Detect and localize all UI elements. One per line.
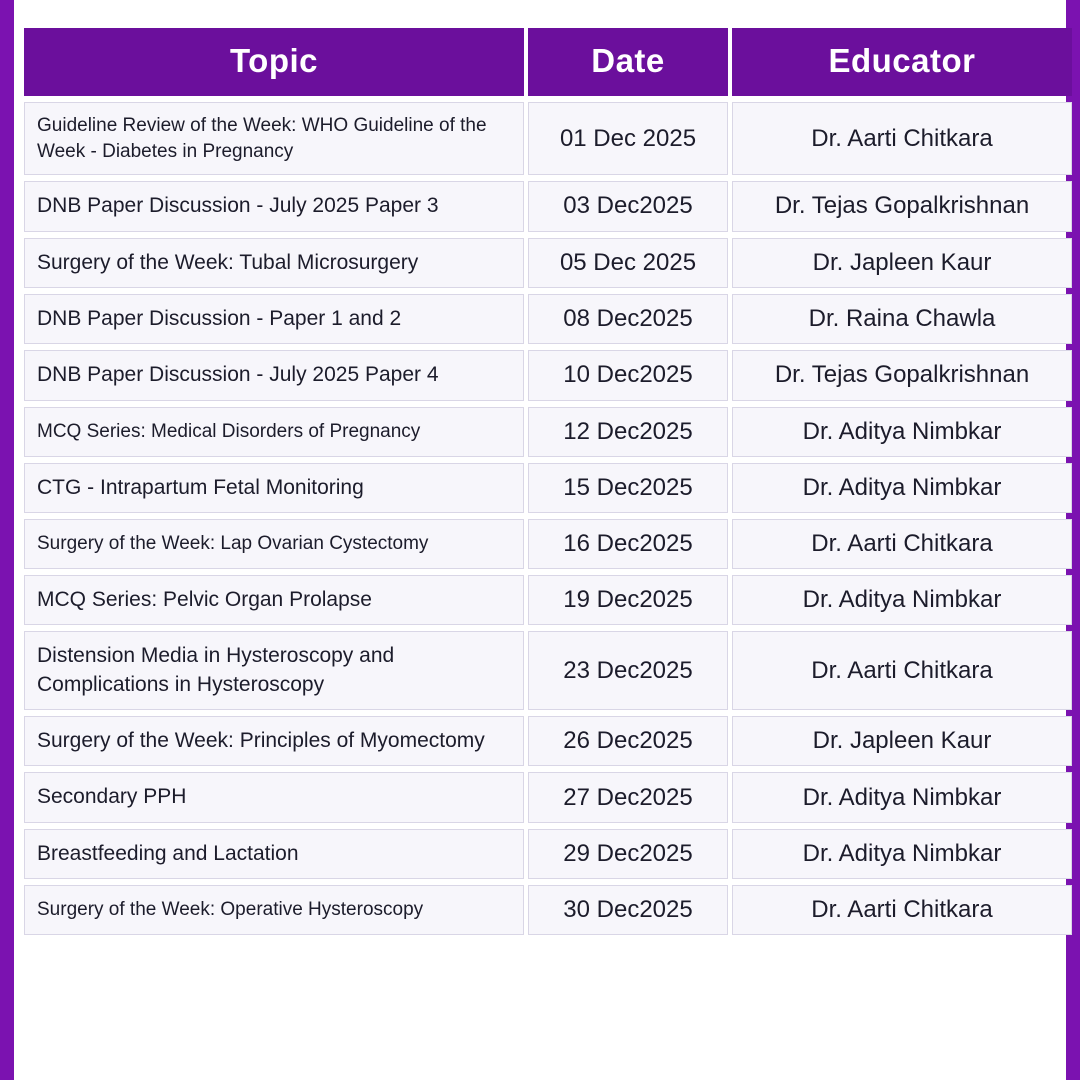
cell-educator: Dr. Aditya Nimbkar [732, 575, 1072, 625]
table-row [24, 463, 1072, 513]
table-row [24, 519, 1072, 569]
cell-topic: Secondary PPH [24, 772, 524, 822]
cell-date: 26 Dec2025 [528, 716, 728, 766]
column-header-date: Date [528, 28, 728, 96]
cell-date: 16 Dec2025 [528, 519, 728, 569]
left-accent-bar [0, 0, 14, 1080]
cell-topic: CTG - Intrapartum Fetal Monitoring [24, 463, 524, 513]
cell-date: 08 Dec2025 [528, 294, 728, 344]
table-row [24, 181, 1072, 231]
table-row [24, 631, 1072, 710]
cell-educator: Dr. Aarti Chitkara [732, 631, 1072, 710]
cell-date: 30 Dec2025 [528, 885, 728, 935]
cell-educator: Dr. Raina Chawla [732, 294, 1072, 344]
table-row [24, 350, 1072, 400]
cell-date: 27 Dec2025 [528, 772, 728, 822]
cell-educator: Dr. Aditya Nimbkar [732, 829, 1072, 879]
cell-date: 05 Dec 2025 [528, 238, 728, 288]
cell-date: 10 Dec2025 [528, 350, 728, 400]
table-header-row [24, 28, 1072, 96]
table-header [24, 28, 1072, 96]
cell-topic: Surgery of the Week: Operative Hysteroscopy [24, 885, 524, 935]
cell-topic: DNB Paper Discussion - Paper 1 and 2 [24, 294, 524, 344]
cell-date: 19 Dec2025 [528, 575, 728, 625]
cell-educator: Dr. Japleen Kaur [732, 238, 1072, 288]
cell-educator: Dr. Aarti Chitkara [732, 885, 1072, 935]
cell-date: 23 Dec2025 [528, 631, 728, 710]
table-body [24, 102, 1072, 935]
cell-date: 01 Dec 2025 [528, 102, 728, 175]
cell-topic: Surgery of the Week: Lap Ovarian Cystectomy [24, 519, 524, 569]
cell-topic: Breastfeeding and Lactation [24, 829, 524, 879]
table-row [24, 238, 1072, 288]
cell-educator: Dr. Aarti Chitkara [732, 519, 1072, 569]
cell-topic: DNB Paper Discussion - July 2025 Paper 4 [24, 350, 524, 400]
column-header-topic: Topic [24, 28, 524, 96]
cell-date: 03 Dec2025 [528, 181, 728, 231]
table-row [24, 407, 1072, 457]
cell-educator: Dr. Tejas Gopalkrishnan [732, 181, 1072, 231]
cell-educator: Dr. Aditya Nimbkar [732, 463, 1072, 513]
table-row [24, 716, 1072, 766]
cell-educator: Dr. Tejas Gopalkrishnan [732, 350, 1072, 400]
cell-topic: MCQ Series: Pelvic Organ Prolapse [24, 575, 524, 625]
table-row [24, 885, 1072, 935]
cell-topic: Surgery of the Week: Tubal Microsurgery [24, 238, 524, 288]
cell-topic: DNB Paper Discussion - July 2025 Paper 3 [24, 181, 524, 231]
cell-educator: Dr. Aarti Chitkara [732, 102, 1072, 175]
column-header-educator: Educator [732, 28, 1072, 96]
cell-topic: Guideline Review of the Week: WHO Guideline of the Week - Diabetes in Pregnancy [24, 102, 524, 175]
cell-educator: Dr. Aditya Nimbkar [732, 407, 1072, 457]
table-row [24, 575, 1072, 625]
cell-educator: Dr. Japleen Kaur [732, 716, 1072, 766]
table-row [24, 102, 1072, 175]
table-row [24, 772, 1072, 822]
cell-topic: MCQ Series: Medical Disorders of Pregnancy [24, 407, 524, 457]
table-row [24, 294, 1072, 344]
schedule-table-wrapper [20, 22, 1060, 941]
table-row [24, 829, 1072, 879]
cell-date: 15 Dec2025 [528, 463, 728, 513]
cell-educator: Dr. Aditya Nimbkar [732, 772, 1072, 822]
cell-topic: Surgery of the Week: Principles of Myomectomy [24, 716, 524, 766]
schedule-table [20, 22, 1076, 941]
cell-date: 29 Dec2025 [528, 829, 728, 879]
cell-date: 12 Dec2025 [528, 407, 728, 457]
cell-topic: Distension Media in Hysteroscopy and Complications in Hysteroscopy [24, 631, 524, 710]
